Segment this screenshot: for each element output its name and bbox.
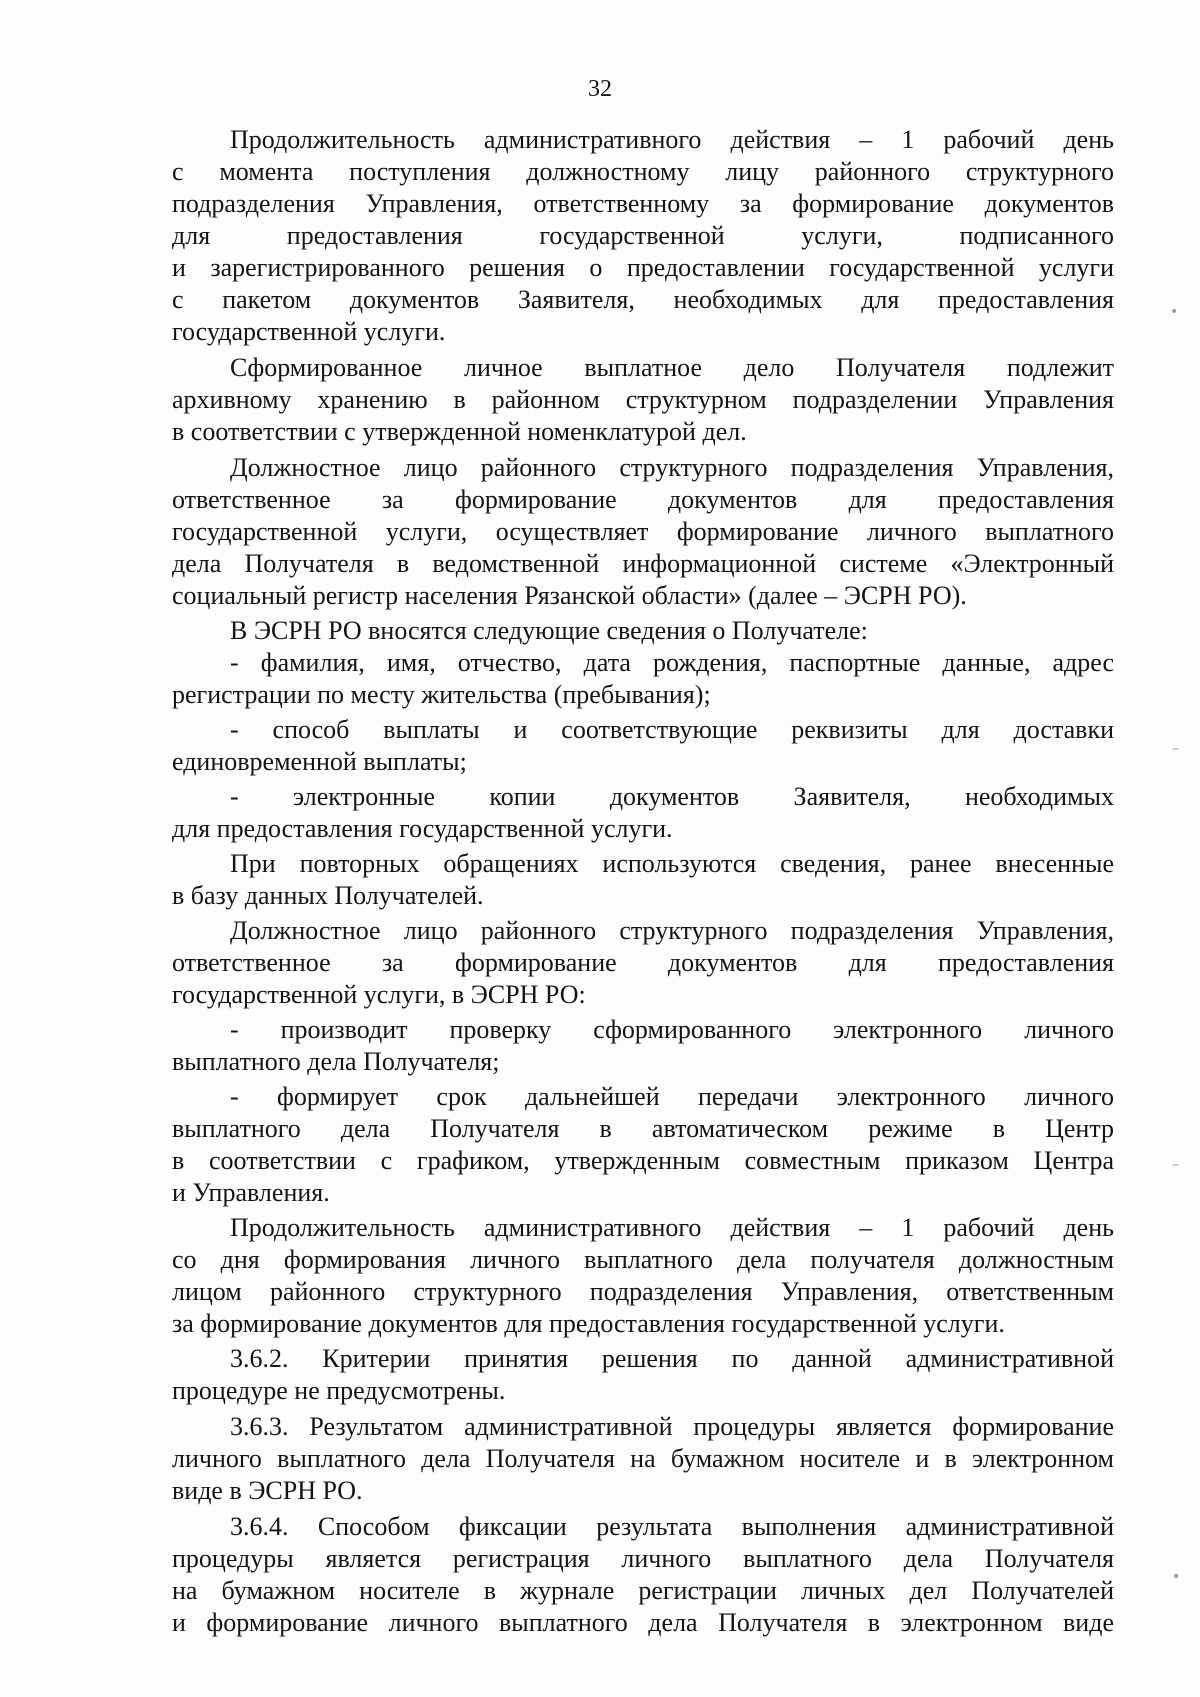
text-line: со дня формирования личного выплатного дела получателя должностным [172, 1245, 1114, 1274]
text-line: - электронные копии документов Заявителя, необходимых [230, 782, 1114, 811]
text-line: - способ выплаты и соответствующие реквизиты для доставки [230, 715, 1114, 744]
text-line: для предоставления государственной услуги, подписанного [172, 221, 1114, 250]
text-line: виде в ЭСРН РО. [172, 1476, 363, 1505]
text-line: государственной услуги. [172, 317, 446, 346]
text-line: ответственное за формирование документов для предоставления [172, 485, 1114, 514]
scan-speck: – [1172, 741, 1179, 757]
text-line: Должностное лицо районного структурного подразделения Управления, [230, 916, 1114, 945]
text-line: государственной услуги, в ЭСРН РО: [172, 980, 586, 1009]
text-line: с момента поступления должностному лицу районного структурного [172, 157, 1114, 186]
text-line: в соответствии с графиком, утвержденным совместным приказом Центра [172, 1146, 1114, 1175]
text-line: единовременной выплаты; [172, 747, 467, 776]
text-line: регистрации по месту жительства (пребывания); [172, 680, 711, 709]
text-line: выплатного дела Получателя; [172, 1047, 500, 1076]
text-line: процедуре не предусмотрены. [172, 1376, 506, 1405]
text-line: - фамилия, имя, отчество, дата рождения, паспортные данные, адрес [230, 648, 1114, 677]
text-line: 3.6.3. Результатом административной процедуры является формирование [230, 1412, 1114, 1441]
text-line: - формирует срок дальнейшей передачи электронного личного [230, 1082, 1114, 1111]
document-body [172, 124, 1114, 1639]
text-line: процедуры является регистрация личного выплатного дела Получателя [172, 1544, 1114, 1573]
text-line: В ЭСРН РО вносятся следующие сведения о Получателе: [230, 616, 868, 645]
scan-speck: – [1172, 1157, 1179, 1173]
scan-speck: • [1172, 1569, 1181, 1585]
text-line: При повторных обращениях используются сведения, ранее внесенные [230, 849, 1114, 878]
text-line: выплатного дела Получателя в автоматическом режиме в Центр [172, 1114, 1114, 1143]
text-line: Продолжительность административного действия – 1 рабочий день [230, 1213, 1114, 1242]
text-line: Продолжительность административного действия – 1 рабочий день [230, 125, 1114, 154]
text-line: дела Получателя в ведомственной информационной системе «Электронный [172, 549, 1114, 578]
page-number: 32 [588, 76, 612, 102]
text-line: и зарегистрированного решения о предоставлении государственной услуги [172, 253, 1114, 282]
text-line: государственной услуги, осуществляет формирование личного выплатного [172, 517, 1114, 546]
text-line: для предоставления государственной услуги. [172, 814, 673, 843]
text-line: с пакетом документов Заявителя, необходимых для предоставления [172, 285, 1114, 314]
text-line: за формирование документов для предоставления государственной услуги. [172, 1309, 1005, 1338]
text-line: Должностное лицо районного структурного подразделения Управления, [230, 453, 1114, 482]
text-line: - производит проверку сформированного электронного личного [230, 1015, 1114, 1044]
text-line: и Управления. [172, 1178, 330, 1207]
text-line: социальный регистр населения Рязанской области» (далее – ЭСРН РО). [172, 581, 967, 610]
text-line: в базу данных Получателей. [172, 881, 484, 910]
text-line: 3.6.2. Критерии принятия решения по данной административной [230, 1344, 1114, 1373]
text-line: архивному хранению в районном структурном подразделении Управления [172, 385, 1114, 414]
text-line: ответственное за формирование документов для предоставления [172, 948, 1114, 977]
text-line: и формирование личного выплатного дела Получателя в электронном виде [172, 1608, 1114, 1637]
text-line: 3.6.4. Способом фиксации результата выполнения административной [230, 1512, 1114, 1541]
text-line: в соответствии с утвержденной номенклатурой дел. [172, 417, 747, 446]
scan-speck: • [1170, 304, 1179, 320]
text-line: личного выплатного дела Получателя на бумажном носителе и в электронном [172, 1444, 1114, 1473]
text-line: лицом районного структурного подразделения Управления, ответственным [172, 1277, 1114, 1306]
text-line: на бумажном носителе в журнале регистрации личных дел Получателей [172, 1576, 1114, 1605]
text-line: Сформированное личное выплатное дело Получателя подлежит [230, 353, 1114, 382]
text-line: подразделения Управления, ответственному за формирование документов [172, 189, 1114, 218]
